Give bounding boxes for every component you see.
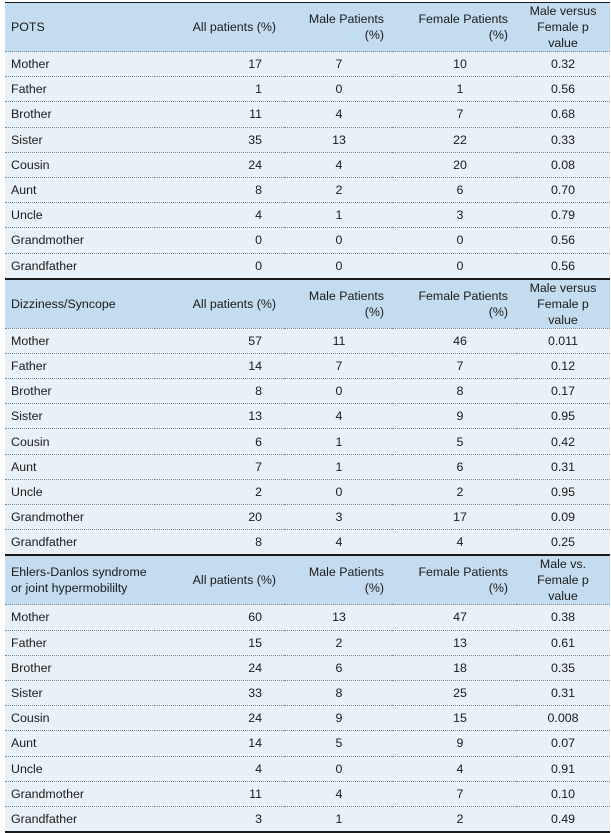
column-header-p-value: Male versus Female p value: [516, 3, 610, 52]
relative-label: Mother: [5, 605, 155, 630]
female-patients-value: 7: [392, 102, 516, 127]
relative-label: Uncle: [5, 479, 155, 504]
table-row: [5, 328, 610, 353]
p-value: 0.61: [516, 630, 610, 655]
female-patients-value: 1: [392, 77, 516, 102]
female-patients-value: 9: [392, 404, 516, 429]
all-patients-value: 4: [155, 203, 284, 228]
section-title: Ehlers-Danlos syndrome or joint hypermobililty: [5, 555, 155, 605]
table-row: [5, 404, 610, 429]
male-patients-value: 0: [284, 228, 392, 253]
female-patients-value: 4: [392, 756, 516, 781]
relative-label: Cousin: [5, 429, 155, 454]
p-value: 0.35: [516, 655, 610, 680]
table-row: [5, 706, 610, 731]
column-header-all: All patients (%): [155, 555, 284, 605]
table-row: [5, 429, 610, 454]
male-patients-value: 7: [284, 52, 392, 77]
section-title: Dizziness/Syncope: [5, 279, 155, 329]
relative-label: Sister: [5, 680, 155, 705]
male-patients-value: 4: [284, 530, 392, 556]
relative-label: Brother: [5, 655, 155, 680]
relative-label: Sister: [5, 127, 155, 152]
relative-label: Aunt: [5, 177, 155, 202]
male-patients-value: 1: [284, 429, 392, 454]
relative-label: Sister: [5, 404, 155, 429]
relative-label: Mother: [5, 328, 155, 353]
relative-label: Brother: [5, 102, 155, 127]
male-patients-value: 2: [284, 630, 392, 655]
p-value: 0.56: [516, 253, 610, 279]
all-patients-value: 14: [155, 353, 284, 378]
all-patients-value: 11: [155, 102, 284, 127]
table-row: [5, 756, 610, 781]
male-patients-value: 1: [284, 203, 392, 228]
all-patients-value: 24: [155, 655, 284, 680]
table-row: [5, 479, 610, 504]
male-patients-value: 4: [284, 102, 392, 127]
p-value: 0.08: [516, 152, 610, 177]
male-patients-value: 9: [284, 706, 392, 731]
all-patients-value: 7: [155, 454, 284, 479]
p-value: 0.91: [516, 756, 610, 781]
p-value: 0.56: [516, 228, 610, 253]
female-patients-value: 5: [392, 429, 516, 454]
column-header-male: Male Patients (%): [284, 3, 392, 52]
table-row: [5, 102, 610, 127]
p-value: 0.31: [516, 454, 610, 479]
p-value: 0.011: [516, 328, 610, 353]
section-header-pots: [5, 3, 610, 52]
female-patients-value: 47: [392, 605, 516, 630]
male-patients-value: 13: [284, 605, 392, 630]
male-patients-value: 0: [284, 253, 392, 279]
p-value: 0.07: [516, 731, 610, 756]
female-patients-value: 6: [392, 177, 516, 202]
table-row: [5, 781, 610, 806]
female-patients-value: 8: [392, 379, 516, 404]
table-row: [5, 605, 610, 630]
relative-label: Grandfather: [5, 530, 155, 556]
p-value: 0.008: [516, 706, 610, 731]
column-header-female: Female Patients (%): [392, 279, 516, 329]
table-row: [5, 680, 610, 705]
all-patients-value: 3: [155, 806, 284, 832]
female-patients-value: 46: [392, 328, 516, 353]
male-patients-value: 8: [284, 680, 392, 705]
female-patients-value: 0: [392, 228, 516, 253]
relative-label: Grandmother: [5, 781, 155, 806]
all-patients-value: 15: [155, 630, 284, 655]
relative-label: Father: [5, 77, 155, 102]
relative-label: Cousin: [5, 706, 155, 731]
relative-label: Father: [5, 630, 155, 655]
table-row: [5, 806, 610, 832]
all-patients-value: 24: [155, 152, 284, 177]
table-row: [5, 731, 610, 756]
p-value: 0.95: [516, 479, 610, 504]
all-patients-value: 35: [155, 127, 284, 152]
all-patients-value: 8: [155, 530, 284, 556]
all-patients-value: 13: [155, 404, 284, 429]
column-header-all: All patients (%): [155, 3, 284, 52]
p-value: 0.33: [516, 127, 610, 152]
female-patients-value: 6: [392, 454, 516, 479]
female-patients-value: 7: [392, 781, 516, 806]
column-header-p-value: Male vs. Female p value: [516, 555, 610, 605]
table-row: [5, 52, 610, 77]
female-patients-value: 7: [392, 353, 516, 378]
female-patients-value: 4: [392, 530, 516, 556]
all-patients-value: 2: [155, 479, 284, 504]
p-value: 0.79: [516, 203, 610, 228]
male-patients-value: 11: [284, 328, 392, 353]
all-patients-value: 1: [155, 77, 284, 102]
all-patients-value: 14: [155, 731, 284, 756]
table-row: [5, 203, 610, 228]
all-patients-value: 4: [155, 756, 284, 781]
female-patients-value: 15: [392, 706, 516, 731]
table-row: [5, 353, 610, 378]
male-patients-value: 5: [284, 731, 392, 756]
all-patients-value: 60: [155, 605, 284, 630]
male-patients-value: 3: [284, 505, 392, 530]
female-patients-value: 13: [392, 630, 516, 655]
p-value: 0.31: [516, 680, 610, 705]
relative-label: Grandfather: [5, 253, 155, 279]
column-header-female: Female Patients (%): [392, 3, 516, 52]
male-patients-value: 13: [284, 127, 392, 152]
column-header-p-value: Male versus Female p value: [516, 279, 610, 329]
female-patients-value: 0: [392, 253, 516, 279]
p-value: 0.42: [516, 429, 610, 454]
relative-label: Aunt: [5, 454, 155, 479]
relative-label: Uncle: [5, 203, 155, 228]
p-value: 0.68: [516, 102, 610, 127]
female-patients-value: 9: [392, 731, 516, 756]
relative-label: Grandfather: [5, 806, 155, 832]
female-patients-value: 22: [392, 127, 516, 152]
table-row: [5, 77, 610, 102]
relative-label: Uncle: [5, 756, 155, 781]
all-patients-value: 24: [155, 706, 284, 731]
p-value: 0.10: [516, 781, 610, 806]
p-value: 0.49: [516, 806, 610, 832]
relative-label: Grandmother: [5, 228, 155, 253]
male-patients-value: 4: [284, 404, 392, 429]
column-header-male: Male Patients (%): [284, 279, 392, 329]
table-row: [5, 127, 610, 152]
all-patients-value: 33: [155, 680, 284, 705]
section-header-dizziness-syncope: [5, 279, 610, 329]
p-value: 0.56: [516, 77, 610, 102]
female-patients-value: 25: [392, 680, 516, 705]
table-row: [5, 379, 610, 404]
male-patients-value: 1: [284, 454, 392, 479]
female-patients-value: 2: [392, 479, 516, 504]
column-header-female: Female Patients (%): [392, 555, 516, 605]
male-patients-value: 4: [284, 152, 392, 177]
table-row: [5, 630, 610, 655]
relative-label: Father: [5, 353, 155, 378]
all-patients-value: 20: [155, 505, 284, 530]
section-header-eds-hypermobility: [5, 555, 610, 605]
relative-label: Mother: [5, 52, 155, 77]
all-patients-value: 8: [155, 177, 284, 202]
relative-label: Grandmother: [5, 505, 155, 530]
p-value: 0.38: [516, 605, 610, 630]
p-value: 0.95: [516, 404, 610, 429]
male-patients-value: 7: [284, 353, 392, 378]
female-patients-value: 18: [392, 655, 516, 680]
female-patients-value: 20: [392, 152, 516, 177]
all-patients-value: 57: [155, 328, 284, 353]
table-row: [5, 177, 610, 202]
all-patients-value: 0: [155, 253, 284, 279]
male-patients-value: 0: [284, 379, 392, 404]
table-row: [5, 454, 610, 479]
p-value: 0.70: [516, 177, 610, 202]
all-patients-value: 0: [155, 228, 284, 253]
p-value: 0.09: [516, 505, 610, 530]
table-row: [5, 505, 610, 530]
table-row: [5, 228, 610, 253]
section-title: POTS: [5, 3, 155, 52]
all-patients-value: 17: [155, 52, 284, 77]
male-patients-value: 4: [284, 781, 392, 806]
male-patients-value: 6: [284, 655, 392, 680]
male-patients-value: 2: [284, 177, 392, 202]
all-patients-value: 8: [155, 379, 284, 404]
all-patients-value: 6: [155, 429, 284, 454]
female-patients-value: 17: [392, 505, 516, 530]
female-patients-value: 10: [392, 52, 516, 77]
table-body: [5, 3, 610, 833]
male-patients-value: 0: [284, 756, 392, 781]
female-patients-value: 3: [392, 203, 516, 228]
p-value: 0.25: [516, 530, 610, 556]
column-header-male: Male Patients (%): [284, 555, 392, 605]
p-value: 0.12: [516, 353, 610, 378]
table-row: [5, 530, 610, 556]
male-patients-value: 0: [284, 77, 392, 102]
male-patients-value: 1: [284, 806, 392, 832]
relative-label: Brother: [5, 379, 155, 404]
table-row: [5, 655, 610, 680]
table-row: [5, 152, 610, 177]
family-history-table: [5, 2, 610, 833]
relative-label: Aunt: [5, 731, 155, 756]
all-patients-value: 11: [155, 781, 284, 806]
p-value: 0.32: [516, 52, 610, 77]
relative-label: Cousin: [5, 152, 155, 177]
female-patients-value: 2: [392, 806, 516, 832]
table-row: [5, 253, 610, 279]
male-patients-value: 0: [284, 479, 392, 504]
column-header-all: All patients (%): [155, 279, 284, 329]
p-value: 0.17: [516, 379, 610, 404]
